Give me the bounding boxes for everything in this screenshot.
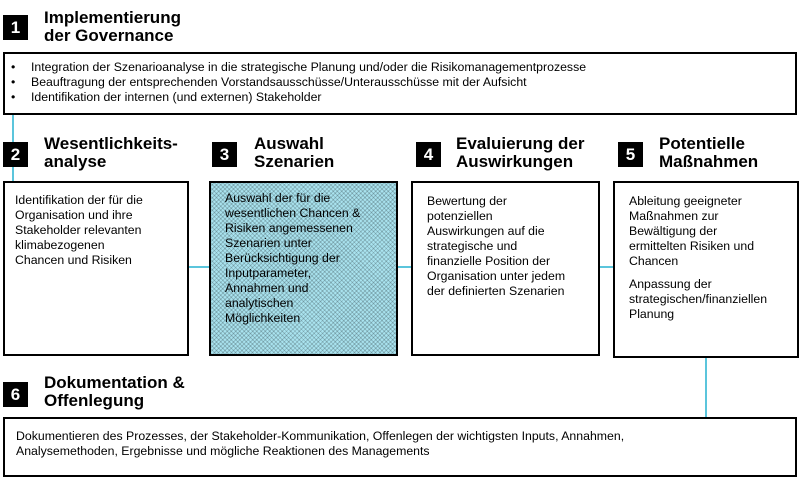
step-5-title: Potentielle Maßnahmen [659,134,759,171]
measures-text-derivation: Ableitung geeigneter Maßnahmen zur Bewältigung der ermittelten Risiken und Chancen [629,194,755,268]
scenario-selection-box [209,181,398,356]
step-3-title: Auswahl Szenarien [254,134,335,171]
impact-evaluation-box [411,181,600,356]
step-6-badge: 6 [3,382,28,407]
documentation-text: Dokumentieren des Prozesses, der Stakeholder-Kommunikation, Offenlegen der wichtigsten Inputs, Annahmen, Analysemethoden, Ergebnisse und mögliche Reaktionen des Managements [16,429,625,458]
governance-box [3,52,797,115]
materiality-text: Identifikation der für die Organisation und ihre Stakeholder relevanten klimabezogenen Chancen und Risiken [15,193,143,267]
impact-evaluation-text: Bewertung der potenziellen Auswirkungen auf die strategische und finanzielle Position der Organisation unter jedem der definierten Szenarien [427,194,566,298]
step-5-badge: 5 [618,142,643,167]
step-1-title: Implementierung der Governance [44,8,181,45]
materiality-box [3,181,189,356]
scenario-selection-text: Auswahl der für die wesentlichen Chancen & Risiken angemessenen Szenarien unter Berücksichtigung der Inputparameter, Annahmen und analytischen Möglichkeiten [225,191,361,325]
governance-bullet-list [5,60,795,105]
governance-bullet: • Beauftragung der entsprechenden Vorstandsausschüsse/Unterausschüsse mit der Aufsicht [5,75,795,90]
measures-box [613,181,799,358]
step-4-title: Evaluierung der Auswirkungen [456,134,585,171]
step-6-title: Dokumentation & Offenlegung [44,373,185,410]
measures-text-planning: Anpassung der strategischen/finanziellen Planung [629,277,768,321]
governance-bullet: • Identifikation der internen (und externen) Stakeholder [5,90,795,105]
step-4-badge: 4 [416,142,441,167]
governance-bullet: • Integration der Szenarioanalyse in die strategische Planung und/oder die Risikomanagementprozesse [5,60,795,75]
connector-4-to-5 [598,266,614,268]
step-1-badge: 1 [3,15,28,40]
connector-3-to-4 [396,266,412,268]
step-3-badge: 3 [212,142,237,167]
connector-5-to-6 [705,358,707,418]
step-2-badge: 2 [3,142,28,167]
step-2-title: Wesentlichkeits- analyse [44,134,178,171]
documentation-box [3,417,797,477]
